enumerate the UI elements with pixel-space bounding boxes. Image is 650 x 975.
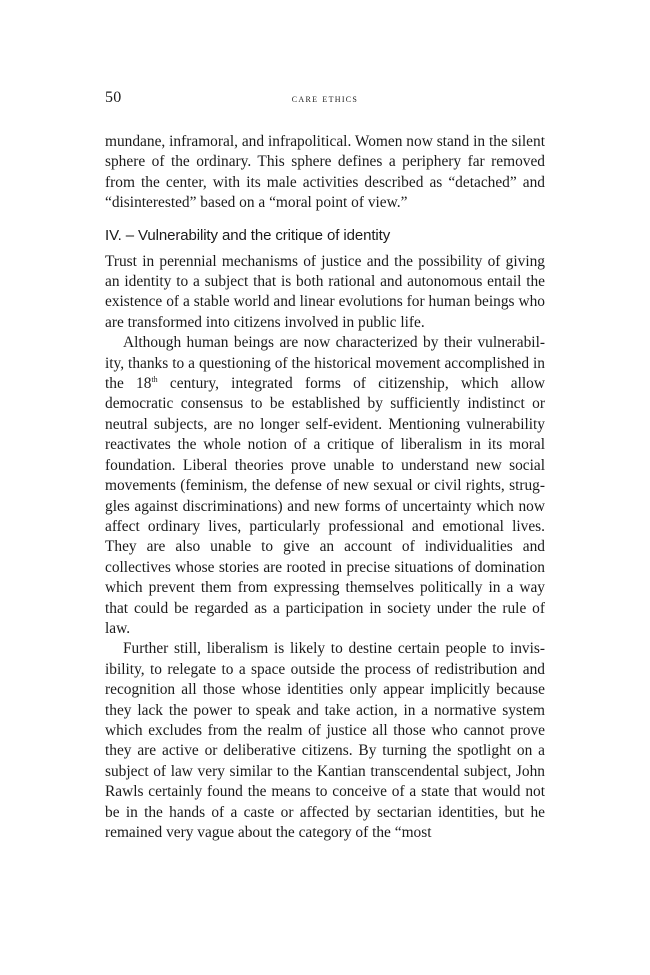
page-header: [105, 88, 545, 108]
book-page: [105, 0, 545, 843]
page-number: 50: [105, 89, 122, 106]
running-head: care ethics: [291, 93, 359, 105]
body-text: [105, 132, 545, 843]
paragraph-section-intro: Trust in perennial mechanisms of justice and the possibility of giving an identity to a subject that is both rational and autonomous entail the existence of a stable world and linear evolutions for human beings who are transformed into citizens involved in public life.: [105, 252, 545, 331]
ordinal-suffix: th: [151, 375, 158, 385]
paragraph-continued: mundane, inframoral, and infrapolitical. Women now stand in the silent sphere of the ordinary. This sphere defines a periphery far removed from the center, with its male activities described as “detached” and “disinterested” based on a “moral point of view.”: [105, 133, 545, 212]
paragraph-text: Although human beings are now characterized by their vulnerability, thanks to a questioning of the historical movement accomplished in the 18: [105, 334, 545, 393]
section-heading: IV. – Vulnerability and the critique of identity: [105, 226, 391, 244]
paragraph-liberalism: Further still, liberalism is likely to destine certain people to invisibility, to relegate to a space outside the process of redistribution and recognition all those whose identities only appear implicitly because they lack the power to speak and take action, in a normative system which excludes from the realm of justice all those who cannot prove they are active or deliberative citizens. By turning the spotlight on a subject of law very similar to the Kantian transcendental subject, John Rawls certainly found the means to conceive of a state that would not be in the hands of a caste or affected by sectarian identities, but he remained very vague about the category of the “most: [105, 640, 545, 841]
paragraph-vulnerability: [105, 333, 545, 639]
paragraph-text: century, integrated forms of citizenship, which allow democratic consensus to be established by sufficiently indistinct or neutral subjects, are no longer self-evident. Mentioning vulnerability reactivates the whole notion of a critique of liberalism in its moral foundation. Liberal theories prove unable to understand new social movements (feminism, the defense of new sexual or civil rights, struggles against discriminations) and new forms of uncertainty which now affect ordinary lives, particularly professional and emotional lives. They are also unable to give an account of individualities and collectives whose stories are rooted in precise situations of domination which prevent them from expressing themselves politically in a way that could be regarded as a participation in society under the rule of law.: [105, 375, 545, 637]
